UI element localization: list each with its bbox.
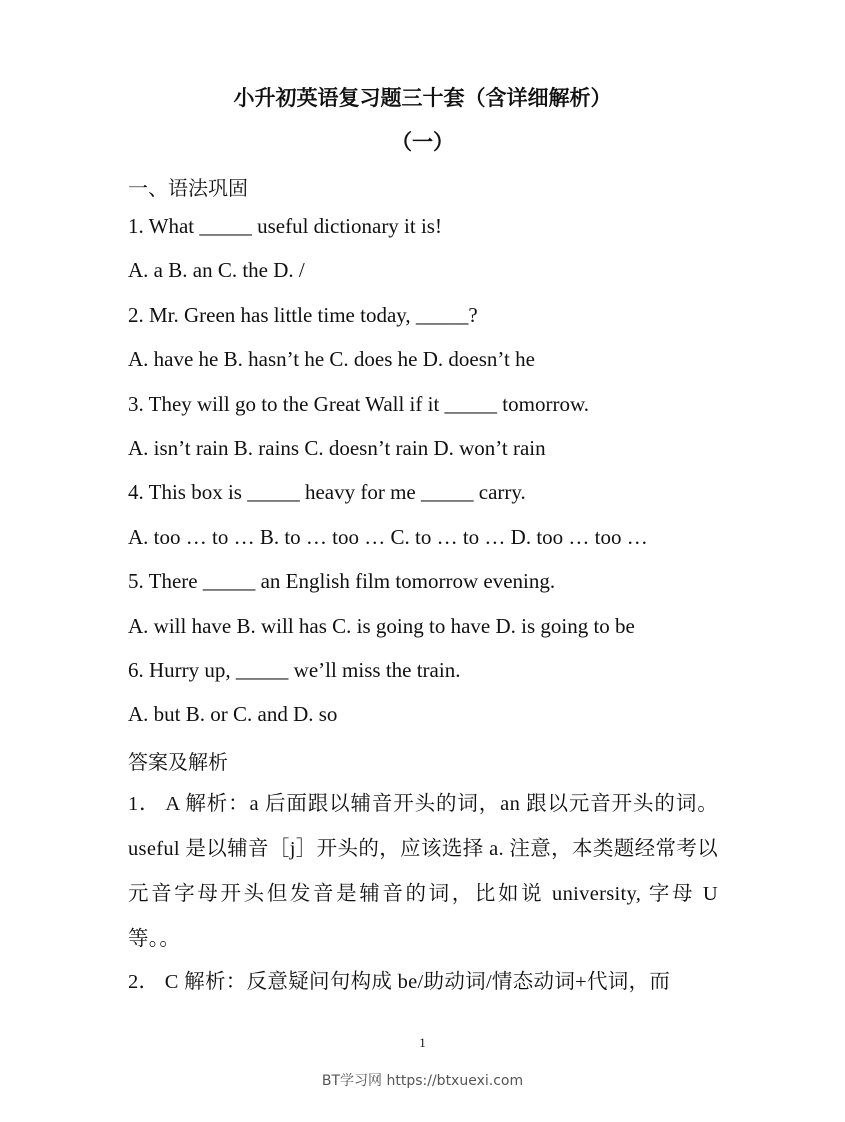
- document-title: 小升初英语复习题三十套（含详细解析）: [233, 85, 612, 110]
- question-6: 6. Hurry up, _____ we’ll miss the train.: [128, 658, 461, 682]
- options-4: A. too … to … B. to … too … C. to … to … D. too … too …: [128, 525, 648, 549]
- question-2: 2. Mr. Green has little time today, _____?: [128, 303, 478, 327]
- options-1: A. a B. an C. the D. /: [128, 258, 305, 282]
- document-subtitle: （一）: [391, 129, 454, 154]
- question-4: 4. This box is _____ heavy for me _____ carry.: [128, 480, 526, 504]
- options-3: A. isn’t rain B. rains C. doesn’t rain D. won’t rain: [128, 436, 546, 460]
- question-1: 1. What _____ useful dictionary it is!: [128, 214, 442, 238]
- answers-heading: 答案及解析: [128, 750, 228, 774]
- options-6: A. but B. or C. and D. so: [128, 702, 338, 726]
- explanation-2: 2． C 解析：反意疑问句构成 be/助动词/情态动词+代词，而: [128, 971, 671, 993]
- explanation-1: 1． A 解析：a 后面跟以辅音开头的词，an 跟以元音开头的词。useful 是以辅音［j］开头的，应该选择 a. 注意，本类题经常考以元音字母开头但发音是辅音的词，比如说 university, 字母 U 等。。: [128, 793, 718, 950]
- question-5: 5. There _____ an English film tomorrow evening.: [128, 569, 556, 593]
- options-2: A. have he B. hasn’t he C. does he D. doesn’t he: [128, 347, 535, 371]
- options-5: A. will have B. will has C. is going to have D. is going to be: [128, 614, 635, 638]
- section-heading: 一、语法巩固: [128, 176, 248, 200]
- question-3: 3. They will go to the Great Wall if it _____ tomorrow.: [128, 392, 590, 416]
- watermark-footer: BT学习网 https://btxuexi.com: [321, 1073, 524, 1089]
- page-number: 1: [419, 1035, 426, 1050]
